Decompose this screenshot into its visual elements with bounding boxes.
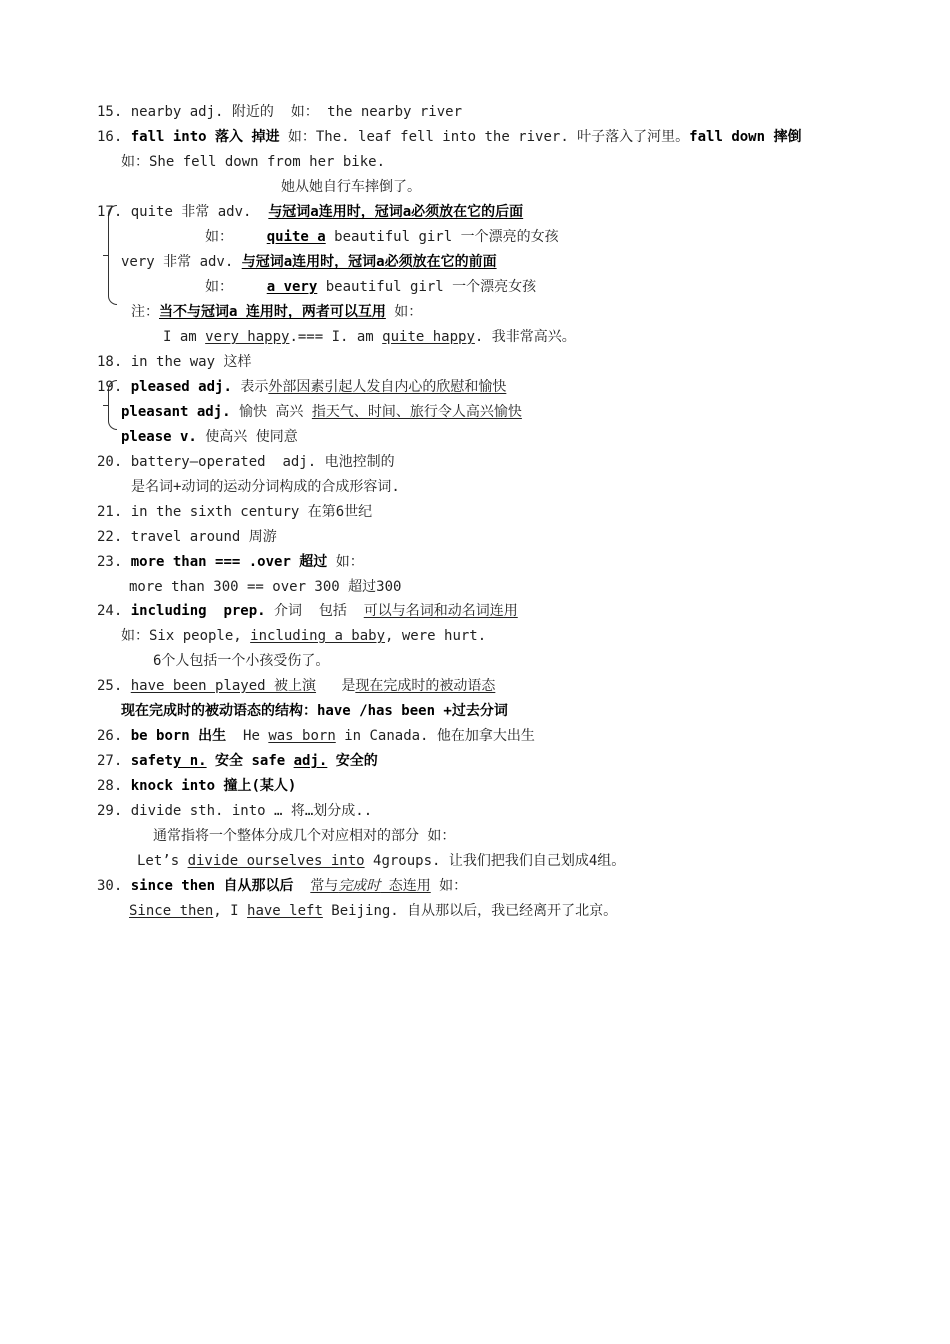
example-highlight: quite happy	[382, 329, 475, 345]
item-22	[97, 527, 277, 547]
term: 安全的	[327, 753, 378, 769]
example-highlight: quite a	[266, 229, 326, 245]
item-20-note: 是名词+动词的运动分词构成的合成形容词.	[131, 479, 400, 495]
item-text: travel around 周游	[130, 529, 277, 545]
example-prefix: 如：	[205, 229, 267, 245]
item-number: 29.	[97, 803, 123, 819]
spacer	[293, 878, 310, 894]
item-number: 24.	[97, 603, 123, 619]
term-highlight: adj.	[293, 753, 328, 769]
note-suffix: 如：	[385, 304, 423, 320]
item-20	[97, 452, 395, 472]
item-text: battery—operated adj. 电池控制的	[130, 454, 395, 470]
example-mid: .=== I. am	[289, 329, 383, 345]
very-example	[205, 277, 536, 297]
example-rest: Beijing. 自从那以后，我已经离开了北京。	[322, 903, 618, 919]
item-29	[97, 801, 372, 821]
item-16	[97, 127, 801, 147]
example-rest: . 我非常高兴。	[474, 329, 576, 345]
item-number: 20.	[97, 454, 123, 470]
item-number: 27.	[97, 753, 123, 769]
item-text: in the way 这样	[130, 354, 252, 370]
item-24	[97, 601, 518, 621]
item-number: 17.	[97, 204, 123, 220]
item-17-very	[121, 252, 497, 272]
example-rest: beautiful girl 一个漂亮的女孩	[325, 229, 559, 245]
item-number: 25.	[97, 678, 123, 694]
usage-prefix: 常与	[310, 878, 339, 894]
term: more than === .over 超过	[130, 554, 328, 570]
very-rule: 与冠词a连用时，冠词a必须放在它的前面	[241, 254, 497, 270]
item-29-note: 通常指将一个整体分成几个对应相对的部分 如：	[153, 828, 456, 844]
term-highlight: have been played 被上演	[130, 678, 317, 694]
item-29-example	[137, 851, 625, 871]
definition-highlight: 可以与名词和动名词连用	[363, 603, 518, 619]
item-17-quite	[97, 202, 523, 222]
note-17-example	[163, 327, 576, 347]
item-number: 23.	[97, 554, 123, 570]
example-highlight: Since then	[129, 903, 214, 919]
item-24-example	[121, 626, 486, 646]
term: including prep.	[130, 603, 266, 619]
item-15	[97, 102, 462, 122]
term: 安全 safe	[206, 753, 294, 769]
usage-suffix: 态连用	[380, 878, 431, 894]
note-rule: 当不与冠词a 连用时，两者可以互用	[159, 304, 386, 320]
example-rest: 4groups. 让我们把我们自己划成4组。	[364, 853, 626, 869]
example: 如：The. leaf fell into the river. 叶子落入了河里。	[279, 129, 690, 145]
note-17	[131, 302, 422, 322]
item-28	[97, 776, 296, 796]
example-highlight: divide ourselves into	[187, 853, 365, 869]
definition-highlight: 外部因素引起人发自内心的欣慰和愉快	[268, 379, 507, 395]
term: please v.	[121, 429, 197, 445]
definition: 是	[316, 678, 356, 694]
definition: 表示	[231, 379, 269, 395]
term: knock into 撞上(某人)	[130, 778, 297, 794]
example-prefix: 如：	[205, 279, 267, 295]
translation-line: 6个人包括一个小孩受伤了。	[153, 653, 330, 669]
example-highlight: have left	[247, 903, 323, 919]
example-line: 如：She fell down from her bike.	[121, 154, 386, 170]
usage-note	[310, 878, 430, 894]
term: pleasant adj.	[121, 404, 231, 420]
item-30	[97, 876, 467, 896]
item-19-pleasant	[121, 402, 522, 422]
example-highlight: very happy	[205, 329, 290, 345]
item-number: 22.	[97, 529, 123, 545]
item-26	[97, 726, 535, 746]
term: pleased adj.	[130, 379, 232, 395]
item-number: 30.	[97, 878, 123, 894]
term: fall down 摔倒	[689, 129, 802, 145]
quite-example	[205, 227, 559, 247]
term-suffix: 如：	[327, 554, 364, 570]
example-prefix: Let’s	[137, 853, 188, 869]
term: since then 自从那以后	[130, 878, 294, 894]
item-number: 19.	[97, 379, 123, 395]
item-text: in the sixth century 在第6世纪	[130, 504, 373, 520]
note-prefix: 注：	[131, 304, 159, 320]
example-prefix: He	[226, 728, 269, 744]
item-19-please	[121, 427, 298, 447]
example-prefix: I am	[163, 329, 206, 345]
term: fall into 落入 掉进	[130, 129, 280, 145]
item-number: 26.	[97, 728, 123, 744]
usage-tense: 完成时	[338, 878, 381, 894]
item-number: 18.	[97, 354, 123, 370]
item-text: divide sth. into … 将…划分成..	[130, 803, 373, 819]
item-23-example: more than 300 == over 300 超过300	[129, 579, 402, 595]
item-19-pleased	[97, 377, 506, 397]
item-30-example	[129, 901, 617, 921]
example-rest: in Canada. 他在加拿大出生	[335, 728, 535, 744]
definition: 愉快 高兴	[230, 404, 312, 420]
item-number: 21.	[97, 504, 123, 520]
item-27	[97, 751, 378, 771]
item-text: nearby adj. 附近的 如： the nearby river	[130, 104, 463, 120]
example-highlight: including a baby	[250, 628, 386, 644]
term: be born 出生	[130, 728, 227, 744]
quite-text: quite 非常 adv.	[130, 204, 269, 220]
example-prefix: 如：Six people,	[121, 628, 251, 644]
definition: 介词 包括	[265, 603, 364, 619]
quite-rule: 与冠词a连用时，冠词a必须放在它的后面	[268, 204, 524, 220]
item-number: 28.	[97, 778, 123, 794]
example-rest: , were hurt.	[385, 628, 487, 644]
term-suffix: 如：	[430, 878, 468, 894]
item-25-structure: 现在完成时的被动语态的结构：have /has been +过去分词	[121, 703, 508, 719]
example-mid: , I	[213, 903, 248, 919]
example-highlight: a very	[266, 279, 318, 295]
item-18	[97, 352, 251, 372]
very-text: very 非常 adv.	[121, 254, 242, 270]
item-number: 15.	[97, 104, 123, 120]
translation-line: 她从她自行车摔倒了。	[281, 179, 421, 195]
definition-highlight: 指天气、时间、旅行令人高兴愉快	[311, 404, 522, 420]
term-highlight: y n.	[172, 753, 207, 769]
item-number: 16.	[97, 129, 123, 145]
example-rest: beautiful girl 一个漂亮女孩	[317, 279, 537, 295]
item-25	[97, 676, 495, 696]
definition: 使高兴 使同意	[196, 429, 298, 445]
term: safet	[130, 753, 173, 769]
item-23	[97, 552, 364, 572]
definition-highlight: 现在完成时的被动语态	[355, 678, 496, 694]
item-21	[97, 502, 372, 522]
example-highlight: was born	[268, 728, 336, 744]
